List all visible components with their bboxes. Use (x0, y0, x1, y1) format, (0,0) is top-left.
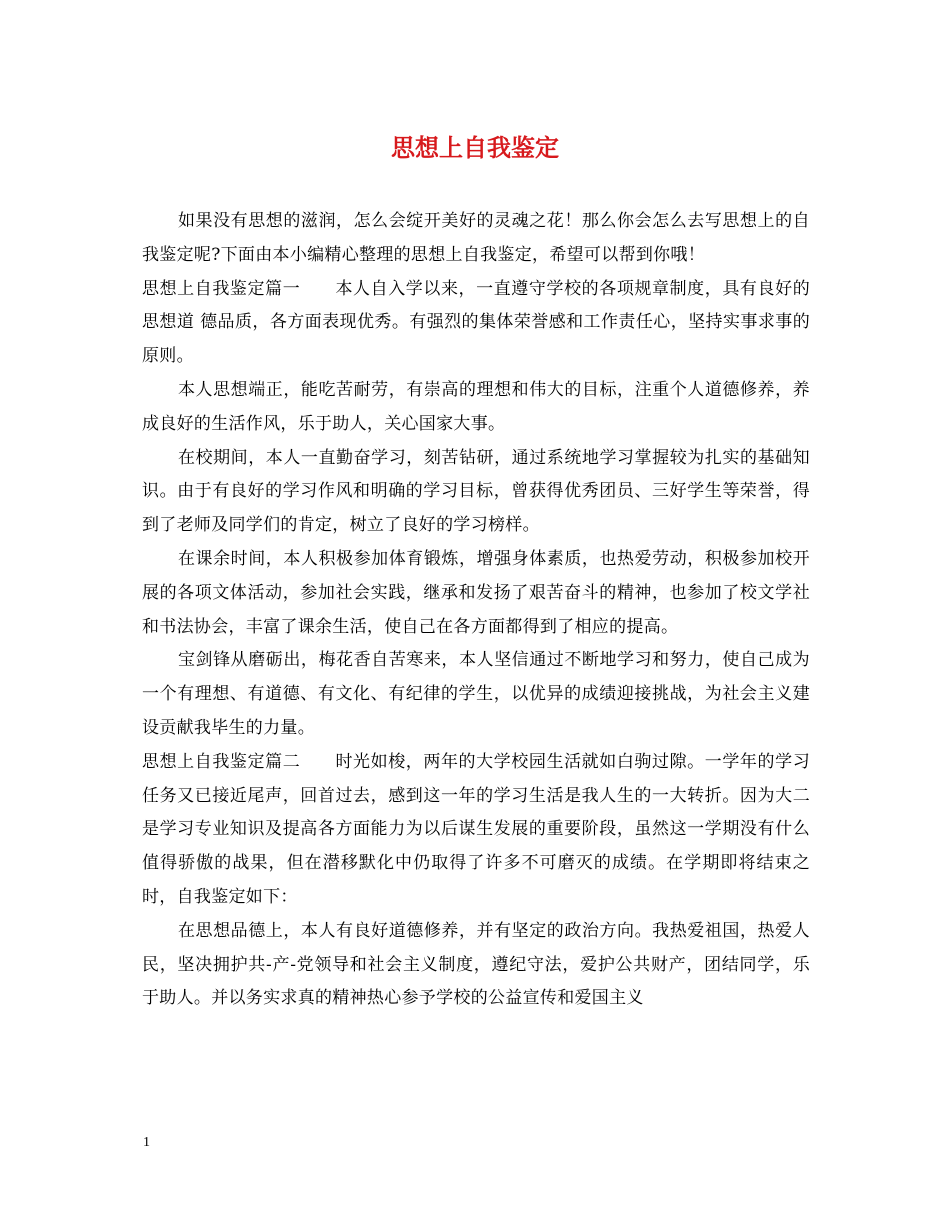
body-paragraph: 宝剑锋从磨砺出，梅花香自苦寒来，本人坚信通过不断地学习和努力，使自己成为一个有理想、有道德、有文化、有纪律的学生，以优异的成绩迎接挑战，为社会主义建设贡献我毕生的力量。 (142, 650, 810, 738)
body-paragraph: 本人思想端正，能吃苦耐劳，有崇高的理想和伟大的目标，注重个人道德修养，养成良好的生活作风，乐于助人，关心国家大事。 (142, 379, 810, 434)
page-number: 1 (143, 1135, 150, 1150)
body-paragraph: 在课余时间，本人积极参加体育锻炼，增强身体素质，也热爱劳动，积极参加校开展的各项文体活动，参加社会实践，继承和发扬了艰苦奋斗的精神，也参加了校文学社和书法协会，丰富了课余生活，使自己在各方面都得到了相应的提高。 (142, 548, 810, 637)
document-body (142, 205, 810, 1016)
page-title: 思想上自我鉴定 (391, 133, 559, 162)
section-one-heading-paragraph: 思想上自我鉴定篇一 本人自入学以来，一直遵守学校的各项规章制度，具有良好的思想道 德品质，各方面表现优秀。有强烈的集体荣誉感和工作责任心，坚持实事求事的原则。 (142, 278, 810, 367)
body-paragraph: 在思想品德上，本人有良好道德修养，并有坚定的政治方向。我热爱祖国，热爱人民，坚决拥护共-产-党领导和社会主义制度，遵纪守法，爱护公共财产，团结同学，乐于助人。并以务实求真的精神热心参予学校的公益宣传和爱国主义 (142, 920, 810, 1009)
section-two-heading-paragraph: 思想上自我鉴定篇二 时光如梭，两年的大学校园生活就如白驹过隙。一学年的学习任务又已接近尾声，回首过去，感到这一年的学习生活是我人生的一大转折。因为大二是学习专业知识及提高各方面能力为以后谋生发展的重要阶段，虽然这一学期没有什么值得骄傲的战果，但在潜移默化中仍取得了许多不可磨灭的成绩。在学期即将结束之时，自我鉴定如下： (142, 751, 810, 907)
intro-paragraph: 如果没有思想的滋润，怎么会绽开美好的灵魂之花！那么你会怎么去写思想上的自我鉴定呢?下面由本小编精心整理的思想上自我鉴定，希望可以帮到你哦！ (142, 211, 810, 265)
body-paragraph: 在校期间，本人一直勤奋学习，刻苦钻研，通过系统地学习掌握较为扎实的基础知识。由于有良好的学习作风和明确的学习目标，曾获得优秀团员、三好学生等荣誉，得到了老师及同学们的肯定，树立了良好的学习榜样。 (142, 447, 810, 536)
